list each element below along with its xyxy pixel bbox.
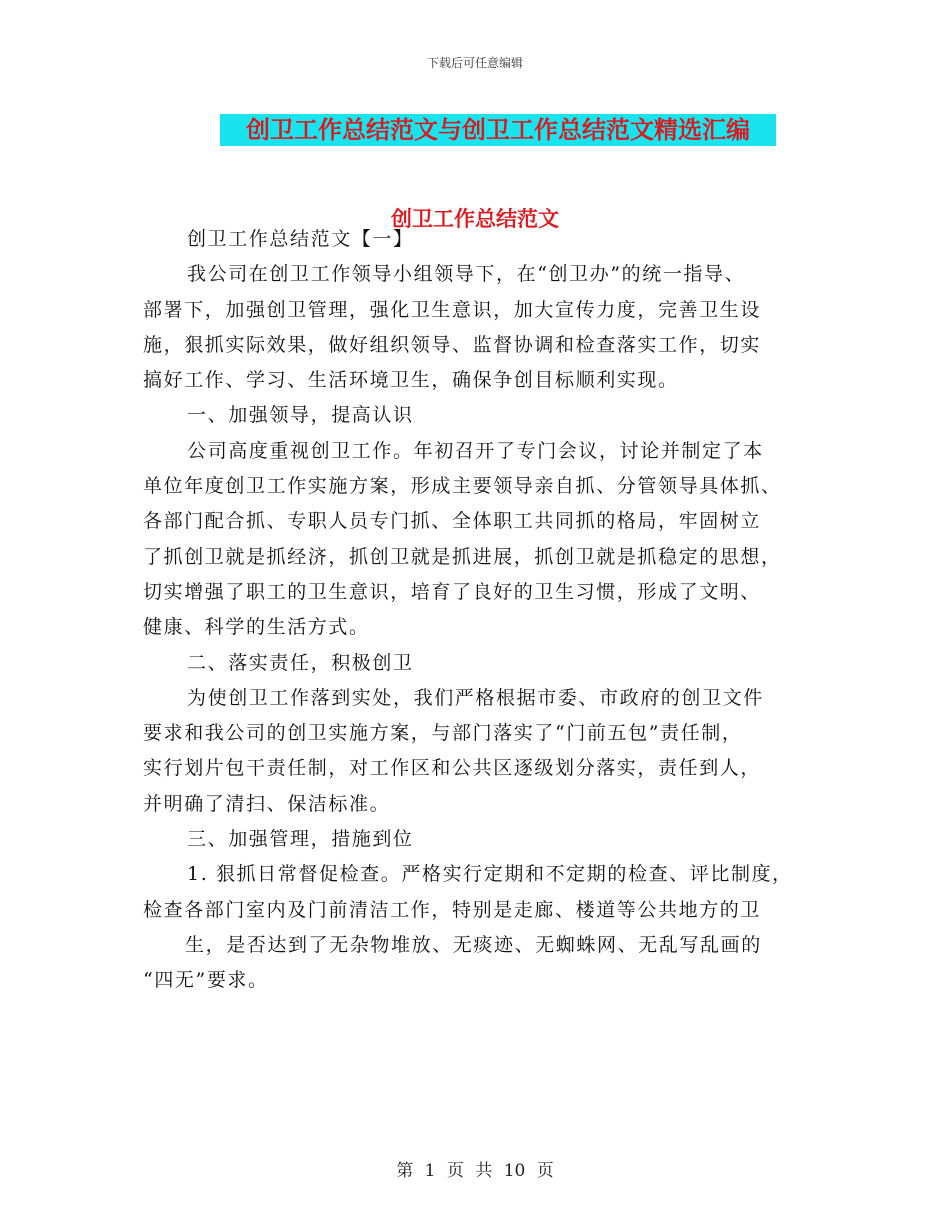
paragraph-line: 我公司在创卫工作领导小组领导下，在“创卫办”的统一指导、	[187, 263, 746, 286]
section-heading: 三、加强管理，措施到位	[187, 828, 414, 851]
paragraph-line: 健康、科学的生活方式。	[143, 616, 370, 639]
paragraph-line: 检查各部门室内及门前清洁工作，特别是走廊、楼道等公共地方的卫	[143, 898, 762, 921]
paragraph-heading: 创卫工作总结范文【一】	[187, 228, 414, 250]
paragraph-line: 搞好工作、学习、生活环境卫生，确保争创目标顺利实现。	[143, 369, 679, 392]
paragraph-line: 部署下，加强创卫管理，强化卫生意识，加大宣传力度，完善卫生设	[143, 298, 762, 321]
paragraph-line: 公司高度重视创卫工作。年初召开了专门会议，讨论并制定了本	[187, 439, 764, 462]
page-header-note: 下载后可任意编辑	[426, 56, 523, 70]
paragraph-line: 为使创卫工作落到实处，我们严格根据市委、市政府的创卫文件	[187, 686, 764, 709]
document-body	[143, 222, 813, 999]
paragraph-line: 单位年度创卫工作实施方案，形成主要领导亲自抓、分管领导具体抓、	[143, 475, 782, 498]
section-title: 创卫工作总结范文	[391, 206, 559, 231]
main-title-highlight	[220, 114, 776, 146]
paragraph-line: 了抓创卫就是抓经济，抓创卫就是抓进展，抓创卫就是抓稳定的思想，	[143, 545, 782, 568]
paragraph-line: 各部门配合抓、专职人员专门抓、全体职工共同抓的格局，牢固树立	[143, 510, 762, 533]
paragraph-line: 实行划片包干责任制，对工作区和公共区逐级划分落实，责任到人，	[143, 757, 762, 780]
paragraph-line: 施，狠抓实际效果，做好组织领导、监督协调和检查落实工作，切实	[143, 333, 762, 356]
paragraph-line: 并明确了清扫、保洁标准。	[143, 792, 391, 815]
paragraph-line: “四无”要求。	[143, 969, 269, 992]
section-heading: 二、落实责任，积极创卫	[187, 651, 414, 674]
paragraph-line: 生，是否达到了无杂物堆放、无痰迹、无蜘蛛网、无乱写乱画的	[185, 933, 762, 956]
paragraph-line: 1. 狠抓日常督促检查。严格实行定期和不定期的检查、评比制度，	[187, 863, 793, 886]
paragraph-line: 切实增强了职工的卫生意识，培育了良好的卫生习惯，形成了文明、	[143, 580, 762, 603]
paragraph-line: 要求和我公司的创卫实施方案，与部门落实了“门前五包”责任制，	[143, 722, 743, 745]
section-heading: 一、加强领导，提高认识	[187, 404, 414, 427]
page-number-footer: 第 1 页 共 10 页	[396, 1161, 554, 1181]
main-title: 创卫工作总结范文与创卫工作总结范文精选汇编	[246, 115, 750, 144]
